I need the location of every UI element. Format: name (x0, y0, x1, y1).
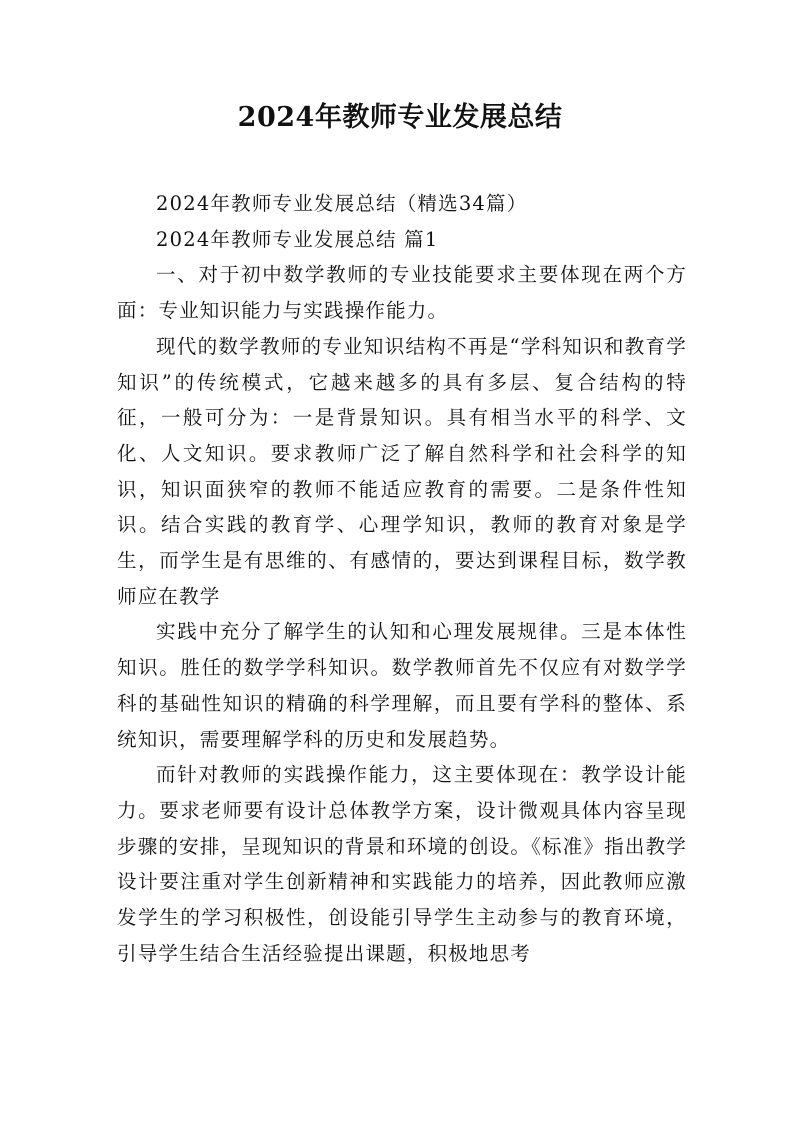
paragraph: 实践中充分了解学生的认知和心理发展规律。三是本体性知识。胜任的数学学科知识。数学教师首先不仅应有对数学学科的基础性知识的精确的科学理解，而且要有学科的整体、系统知识，需要理解学科的历史和发展趋势。 (117, 620, 687, 751)
document-body (117, 186, 687, 971)
document-subtitle: 2024年教师专业发展总结（精选34篇） (156, 192, 528, 215)
paragraph: 而针对教师的实践操作能力，这主要体现在：教学设计能力。要求老师要有设计总体教学方案，设计微观具体内容呈现步骤的安排，呈现知识的背景和环境的创设。《标准》指出教学设计要注重对学生创新精神和实践能力的培养，因此教师应激发学生的学习积极性，创设能引导学生主动参与的教育环境，引导学生结合生活经验提出课题，积极地思考 (117, 763, 687, 965)
paragraph: 一、对于初中数学教师的专业技能要求主要体现在两个方面：专业知识能力与实践操作能力。 (117, 263, 687, 323)
document-title: 2024年教师专业发展总结 (237, 102, 563, 133)
section-heading: 2024年教师专业发展总结 篇1 (156, 227, 439, 251)
paragraph: 现代的数学教师的专业知识结构不再是“学科知识和教育学知识”的传统模式，它越来越多的具有多层、复合结构的特征，一般可分为：一是背景知识。具有相当水平的科学、文化、人文知识。要求教师广泛了解自然科学和社会科学的知识，知识面狭窄的教师不能适应教育的需要。二是条件性知识。结合实践的教育学、心理学知识，教师的教育对象是学生，而学生是有思维的、有感情的，要达到课程目标，数学教师应在教学 (117, 334, 687, 608)
